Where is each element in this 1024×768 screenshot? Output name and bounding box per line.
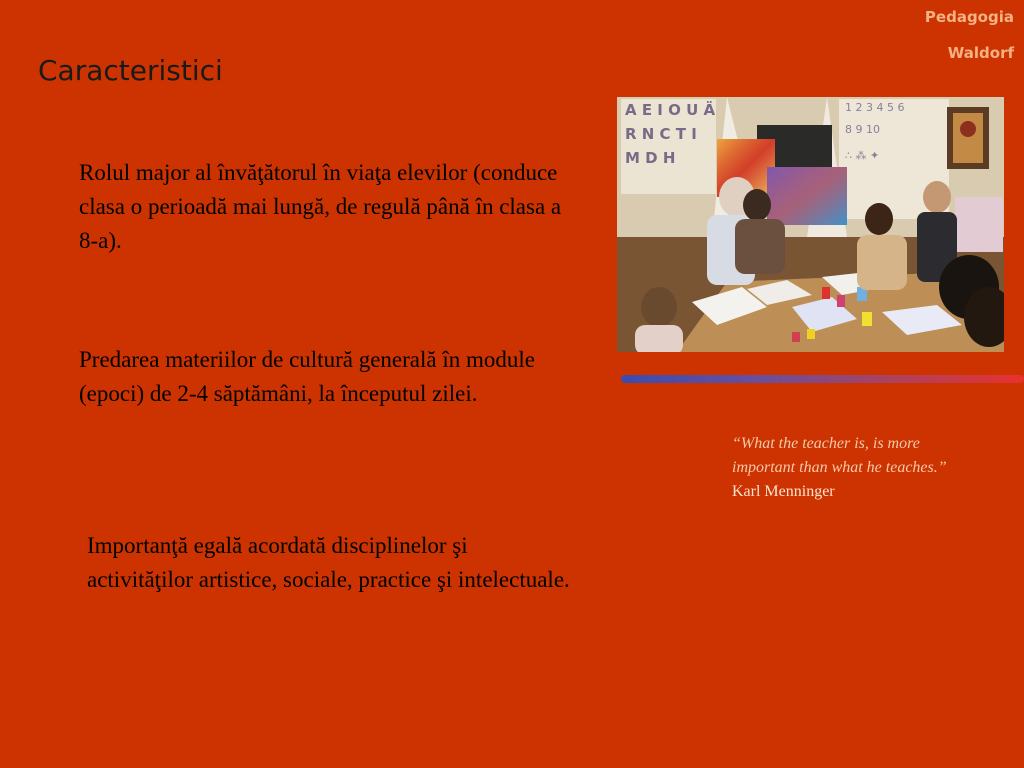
svg-text:8 9 10: 8 9 10 — [845, 123, 880, 136]
paragraph-equal-importance: Importanţă egală acordată disciplinelor şi activităţilor artistice, sociale, practice şi intelectuale. — [87, 533, 570, 592]
quote-text: “What the teacher is, is more important than what he teaches.” — [732, 435, 947, 476]
corner-title-line2: Waldorf — [947, 44, 1014, 62]
paragraph-epoch-teaching: Predarea materiilor de cultură generală în module (epoci) de 2-4 săptămâni, la începutul zilei. — [79, 347, 535, 406]
svg-text:R N C T I: R N C T I — [625, 125, 697, 143]
slide-title: Caracteristici — [38, 54, 223, 87]
svg-text:1 2 3 4 5 6: 1 2 3 4 5 6 — [845, 101, 905, 114]
gradient-divider — [621, 375, 1024, 383]
quote-author: Karl Menninger — [732, 483, 835, 500]
svg-text:∴ ⁂ ✦: ∴ ⁂ ✦ — [845, 149, 880, 162]
corner-title-line1: Pedagogia — [924, 8, 1014, 26]
svg-text:M D H: M D H — [625, 149, 676, 167]
paragraph-teacher-role: Rolul major al învăţătorul în viaţa elevilor (conduce clasa o perioadă mai lungă, de regulă până în clasa a 8-a). — [79, 160, 562, 253]
svg-text:A E I O U Ä: A E I O U Ä — [625, 101, 716, 119]
quote-block — [732, 432, 952, 504]
classroom-photo — [617, 97, 1004, 352]
